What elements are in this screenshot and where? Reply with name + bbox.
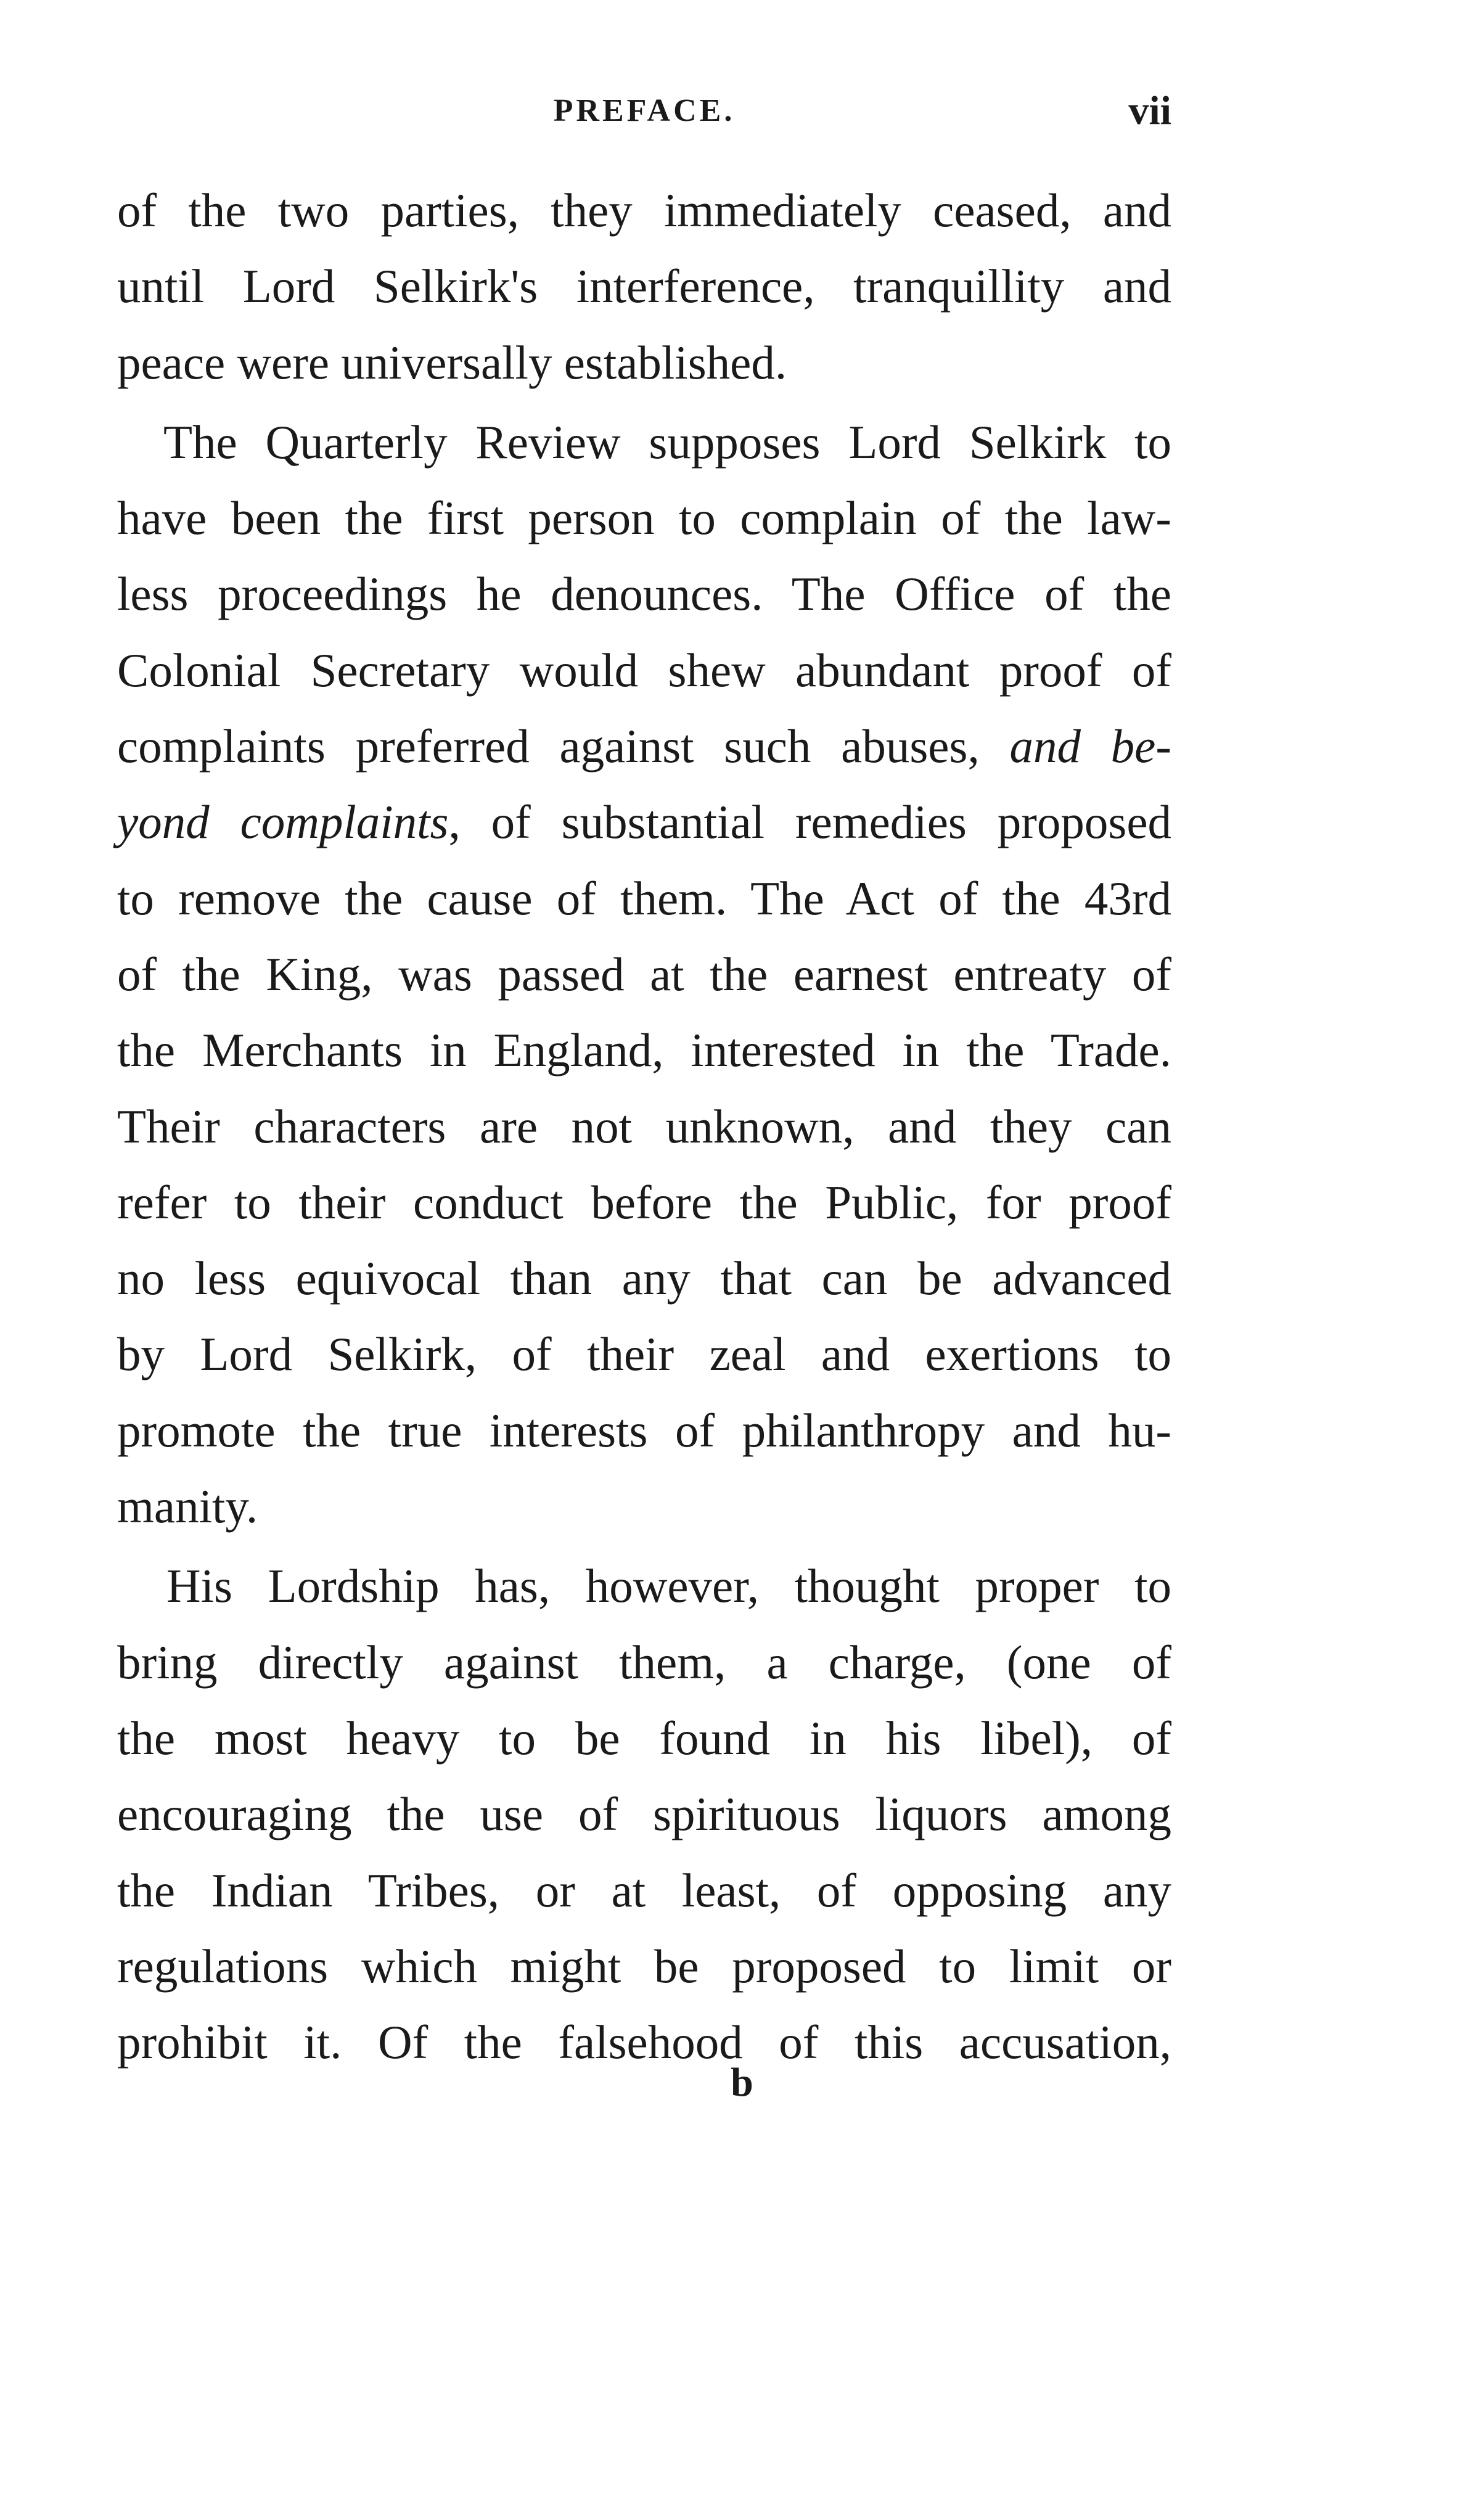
text-line: Their characters are not unknown, and they can	[117, 1099, 1171, 1153]
text-line: the most heavy to be found in his libel), of	[117, 1711, 1171, 1765]
text-line: of the King, was passed at the earnest entreaty of	[117, 947, 1171, 1001]
text-line: bring directly against them, a charge, (one of	[117, 1635, 1171, 1689]
text-fragment: , of substantial remedies proposed	[448, 795, 1172, 849]
italic-fragment: and be-	[1009, 720, 1171, 773]
text-line: by Lord Selkirk, of their zeal and exertions to	[117, 1327, 1171, 1381]
text-line: the Merchants in England, interested in the Trade.	[117, 1023, 1171, 1077]
text-line: promote the true interests of philanthropy and hu-	[117, 1403, 1171, 1457]
text-fragment: complaints preferred against such abuses,	[117, 720, 980, 773]
body-text	[117, 173, 1171, 2080]
text-line: encouraging the use of spirituous liquors among	[117, 1787, 1171, 1841]
text-line: less proceedings he denounces. The Office of the	[117, 567, 1171, 621]
signature-mark: b	[731, 2060, 753, 2105]
text-line: of the two parties, they immediately ceased, and	[117, 184, 1171, 237]
text-line: manity.	[117, 1480, 258, 1533]
text-line: until Lord Selkirk's interference, tranquillity and	[117, 260, 1171, 313]
text-line: Colonial Secretary would shew abundant proof of	[117, 643, 1171, 697]
running-head	[117, 88, 1171, 142]
text-line: to remove the cause of them. The Act of the 43rd	[117, 871, 1171, 925]
text-line-mixed	[117, 784, 1171, 860]
text-line: regulations which might be proposed to limit or	[117, 1939, 1171, 1993]
text-line: peace were universally established.	[117, 335, 787, 389]
text-line: The Quarterly Review supposes Lord Selkirk to	[163, 415, 1171, 469]
text-line: refer to their conduct before the Public, for proof	[117, 1175, 1171, 1229]
running-title: PREFACE.	[553, 93, 736, 128]
text-line: His Lordship has, however, thought proper to	[166, 1559, 1171, 1613]
italic-fragment: yond complaints	[117, 795, 449, 849]
text-line: prohibit it. Of the falsehood of this accusation,	[117, 2016, 1171, 2069]
page-number: vii	[1128, 88, 1171, 133]
text-line-mixed	[117, 708, 1171, 784]
text-line: the Indian Tribes, or at least, of opposing any	[117, 1863, 1171, 1917]
text-line: no less equivocal than any that can be advanced	[117, 1252, 1171, 1305]
text-line: have been the first person to complain of the law-	[117, 491, 1171, 545]
